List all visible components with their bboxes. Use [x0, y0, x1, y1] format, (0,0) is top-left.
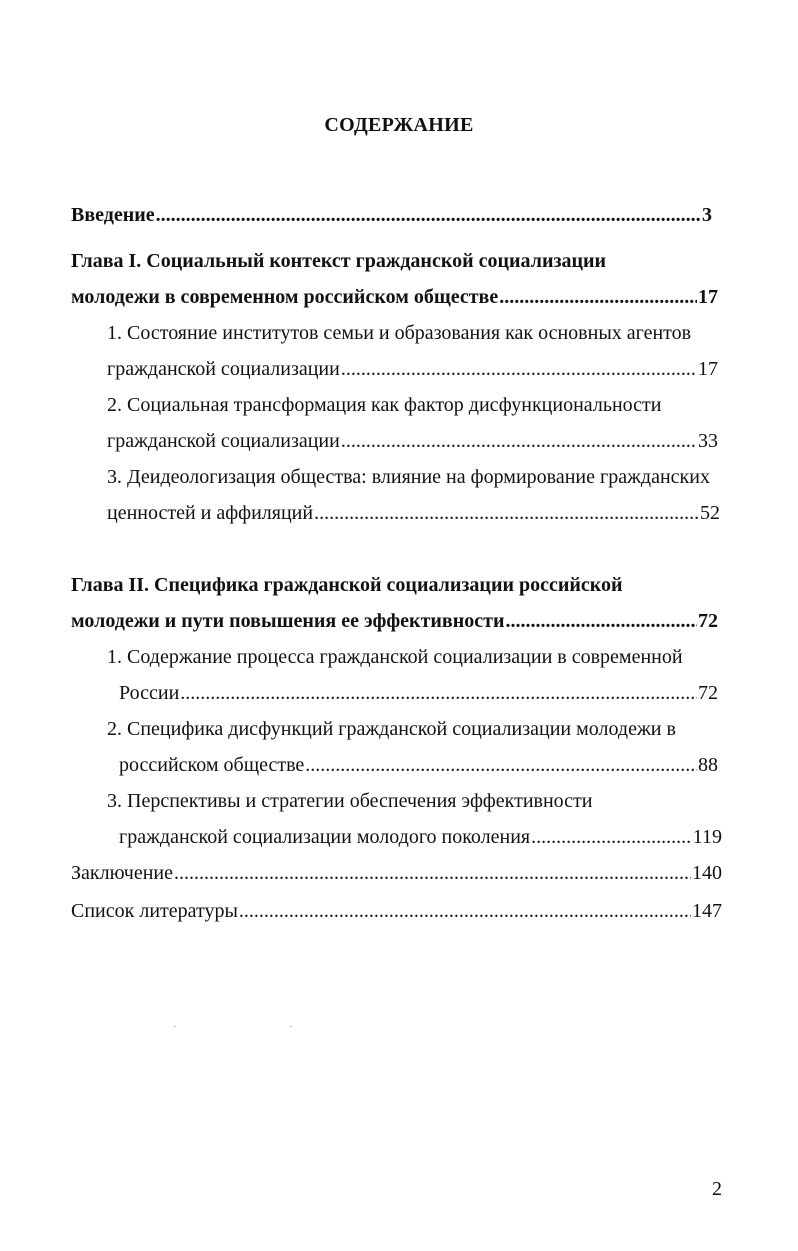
chapter-1-title-line-1[interactable]: Глава I. Социальный контекст гражданской социализации: [71, 250, 607, 272]
section-2-2-line-1[interactable]: 2. Специфика дисфункций гражданской социализации молодежи в: [107, 718, 676, 740]
section-1-3-line-2: ценностей и аффиляций: [107, 502, 314, 524]
toc-entry-section-1-2[interactable]: [107, 428, 718, 454]
section-1-3-line-1[interactable]: 3. Деидеологизация общества: влияние на формирование гражданских: [107, 466, 710, 488]
chapter-1-title-line-2: молодежи в современном российском обществе: [71, 286, 499, 308]
scan-speck: [290, 1026, 292, 1027]
chapter-2-title-line-1[interactable]: Глава II. Специфика гражданской социализации российской: [71, 574, 623, 596]
section-2-3-line-1[interactable]: 3. Перспективы и стратегии обеспечения эффективности: [107, 790, 593, 812]
toc-entry-references[interactable]: [71, 898, 722, 924]
section-1-1-line-2: гражданской социализации: [107, 358, 340, 380]
dot-leader: [305, 752, 697, 778]
dot-leader: [239, 898, 691, 924]
section-2-1-line-1[interactable]: 1. Содержание процесса гражданской социализации в современной: [107, 646, 683, 668]
toc-entry-label: Список литературы: [71, 900, 238, 922]
toc-page-number: 17: [698, 286, 718, 308]
toc-page-number: 72: [698, 610, 718, 632]
section-1-2-line-2: гражданской социализации: [107, 430, 340, 452]
page-number: 2: [712, 1178, 722, 1200]
dot-leader: [531, 824, 692, 850]
section-2-3-line-2: гражданской социализации молодого поколения: [119, 826, 531, 848]
chapter-2-title-line-2: молодежи и пути повышения ее эффективности: [71, 610, 505, 632]
toc-page-number: 119: [692, 826, 722, 848]
section-1-1-line-1[interactable]: 1. Состояние институтов семьи и образования как основных агентов: [107, 322, 692, 344]
page-title: СОДЕРЖАНИЕ: [324, 114, 474, 136]
toc-entry-section-2-3[interactable]: [119, 824, 722, 850]
toc-entry-chapter-1[interactable]: [71, 284, 718, 310]
toc-entry-label: Введение: [71, 204, 155, 226]
toc-page-number: 140: [692, 862, 722, 884]
toc-page-number: 17: [698, 358, 718, 380]
dot-leader: [180, 680, 697, 706]
toc-page-number: 3: [702, 204, 712, 226]
toc-entry-section-1-3[interactable]: [107, 500, 720, 526]
toc-entry-chapter-2[interactable]: [71, 608, 718, 634]
toc-entry-intro[interactable]: [71, 202, 712, 228]
scan-speck: [174, 1026, 176, 1027]
toc-entry-section-2-2[interactable]: [119, 752, 718, 778]
dot-leader: [174, 860, 691, 886]
toc-entry-conclusion[interactable]: [71, 860, 722, 886]
toc-page-number: 33: [698, 430, 718, 452]
toc-page-number: 72: [698, 682, 718, 704]
dot-leader: [341, 428, 697, 454]
toc-page-number: 147: [692, 900, 722, 922]
toc-entry-label: Заключение: [71, 862, 173, 884]
section-2-2-line-2: российском обществе: [119, 754, 305, 776]
dot-leader: [156, 202, 701, 228]
dot-leader: [505, 608, 697, 634]
dot-leader: [499, 284, 697, 310]
section-2-1-line-2: России: [119, 682, 180, 704]
section-1-2-line-1[interactable]: 2. Социальная трансформация как фактор дисфункциональности: [107, 394, 662, 416]
toc-entry-section-2-1[interactable]: [119, 680, 718, 706]
toc-page-number: 52: [700, 502, 720, 524]
dot-leader: [341, 356, 697, 382]
toc-page-number: 88: [698, 754, 718, 776]
toc-entry-section-1-1[interactable]: [107, 356, 718, 382]
dot-leader: [314, 500, 699, 526]
